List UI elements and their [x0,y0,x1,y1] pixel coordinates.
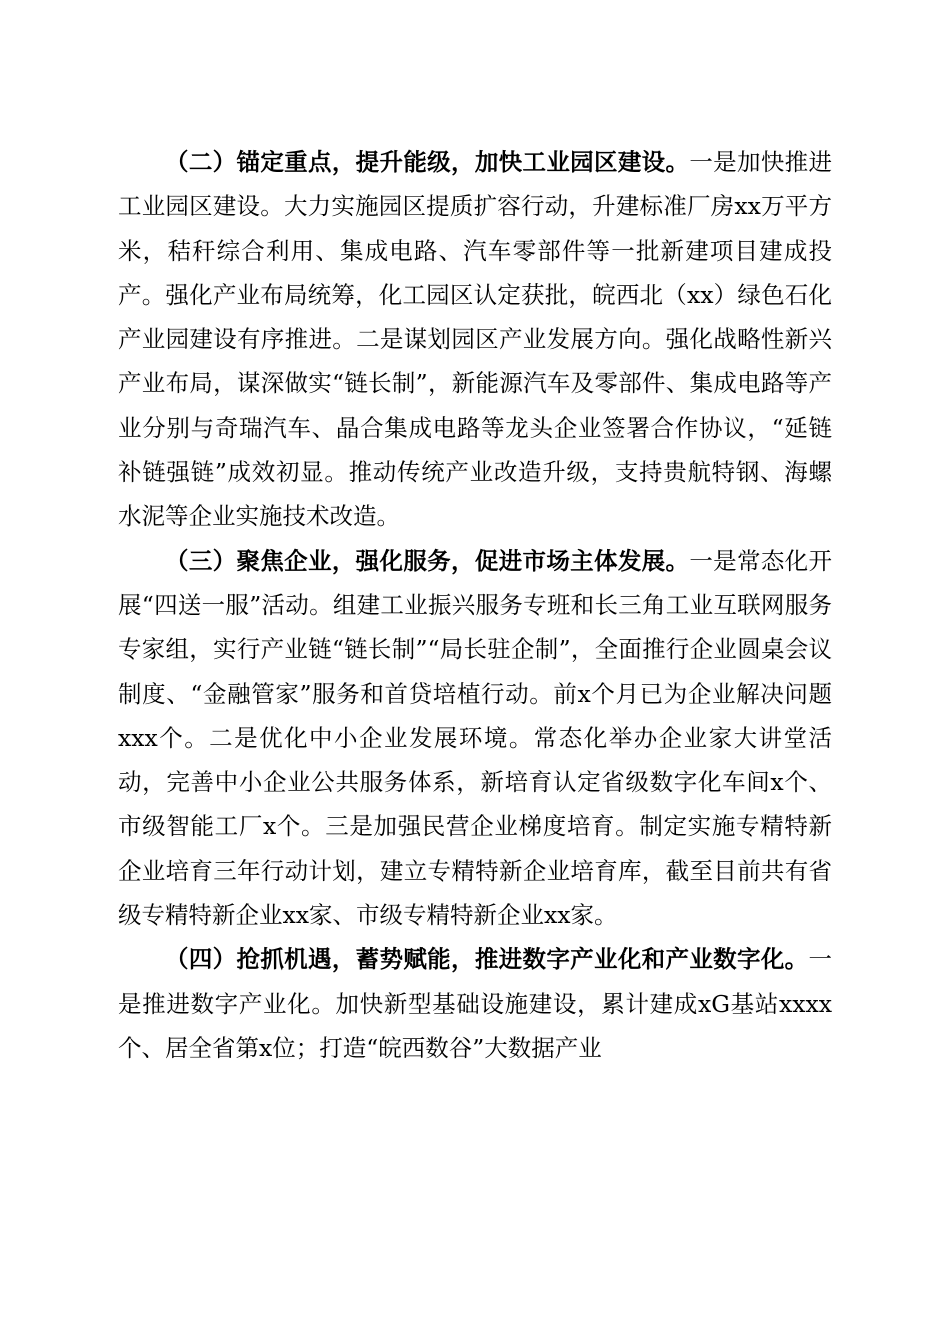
section-heading-2: （二）锚定重点，提升能级，加快工业园区建设。 [165,148,690,176]
section-heading-3: （三）聚焦企业，强化服务，促进市场主体发展。 [165,546,690,575]
section-paragraph-4 [118,937,832,1070]
section-heading-4: （四）抢抓机遇，蓄势赋能，推进数字产业化和产业数字化。 [165,945,809,974]
section-body-3: 一是常态化开展“四送一服”活动。组建工业振兴服务专班和长三角工业互联网服务专家组，实行产业链“链长制”“局长驻企制”，全面推行企业圆桌会议制度、“金融管家”服务和首贷培植行动。前x个月已为企业解决问题xxx个。二是优化中小企业发展环境。常态化举办企业家大讲堂活动，完善中小企业公共服务体系，新培育认定省级数字化车间x个、市级智能工厂x个。三是加强民营企业梯度培育。制定实施专精特新企业培育三年行动计划，建立专精特新企业培育库，截至目前共有省级专精特新企业xx家、市级专精特新企业xx家。 [118,546,833,930]
document-page [118,140,832,1070]
section-body-2: 一是加快推进工业园区建设。大力实施园区提质扩容行动，升建标准厂房xx万平方米，秸秆综合利用、集成电路、汽车零部件等一批新建项目建成投产。强化产业布局统筹，化工园区认定获批，皖西北（xx）绿色石化产业园建设有序推进。二是谋划园区产业发展方向。强化战略性新兴产业布局，谋深做实“链长制”，新能源汽车及零部件、集成电路等产业分别与奇瑞汽车、晶合集成电路等龙头企业签署合作协议，“延链补链强链”成效初显。推动传统产业改造升级，支持贵航特钢、海螺水泥等企业实施技术改造。 [118,148,833,531]
section-body-4: 一是推进数字产业化。加快新型基础设施建设，累计建成xG基站xxxx个、居全省第x位；打造“皖西数谷”大数据产业 [118,945,832,1062]
section-paragraph-3 [118,539,832,938]
section-paragraph-2 [118,140,832,539]
